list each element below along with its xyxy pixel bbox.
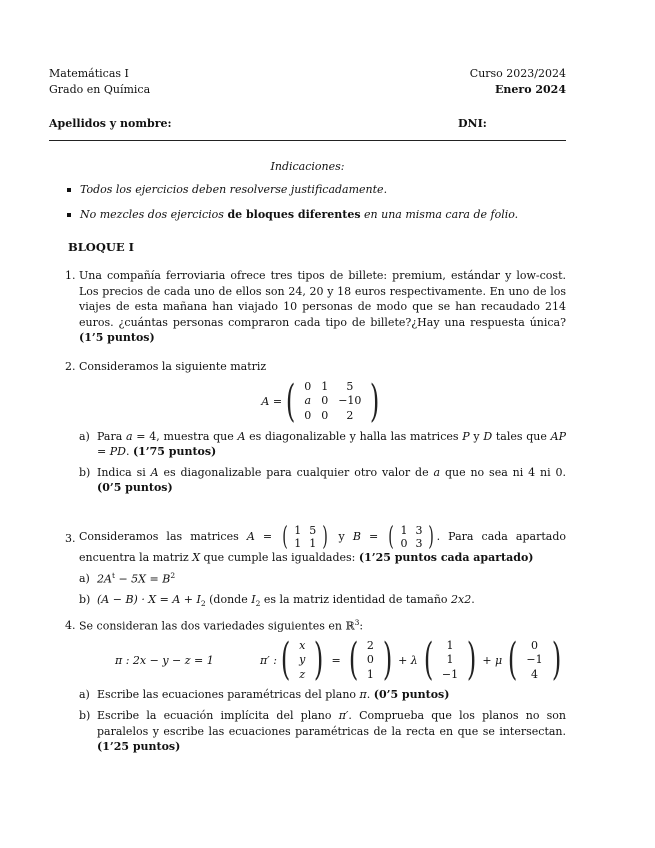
matrix-row bbox=[362, 653, 379, 667]
matrix-cell: 1 bbox=[321, 380, 329, 394]
matrix-cell: 3 bbox=[415, 537, 423, 551]
matrix-row bbox=[437, 653, 463, 667]
exercise-number: 3. bbox=[65, 532, 76, 546]
exercise-4 bbox=[65, 618, 566, 755]
indicacion-2-post: en una misma cara de folio. bbox=[360, 208, 519, 222]
matrix-A-table bbox=[290, 524, 320, 550]
matrix-cell: 1 bbox=[446, 638, 454, 652]
matrix-cell: 0 bbox=[530, 638, 538, 652]
text: . bbox=[366, 688, 374, 702]
name-label: Apellidos y nombre: bbox=[49, 117, 172, 131]
subpart-label: a) bbox=[79, 429, 90, 443]
matrix-cell: 1 bbox=[309, 537, 317, 551]
equals-sign: = bbox=[331, 653, 341, 667]
matrix-cell: 0 bbox=[321, 394, 329, 408]
plus-mu: + μ bbox=[482, 653, 503, 667]
matrix-cell: 0 bbox=[366, 653, 374, 667]
vector-point bbox=[345, 634, 396, 686]
matrix-cell: −10 bbox=[338, 394, 362, 408]
matrix-A-display bbox=[79, 375, 566, 427]
math: a bbox=[126, 429, 133, 443]
math: A bbox=[150, 465, 159, 479]
matrix-cell: 5 bbox=[346, 380, 354, 394]
matrix-row bbox=[299, 394, 366, 408]
header bbox=[49, 66, 566, 97]
dni-label: DNI: bbox=[458, 117, 487, 131]
exercise-1-text: Una compañía ferroviaria ofrece tres tipos de billete: premium, estándar y low-cost. Los precios de cada uno de ellos son 24, 20 y 18 euros respectivamente. En uno de los viajes de esta mañana han viajado 10 personas de modo que se han recaudado 214 euros. ¿cuántas personas compraron cada tipo de billete?¿Hay una respuesta única? bbox=[79, 268, 566, 329]
matrix-cell: 1 bbox=[366, 667, 374, 681]
math: π′ bbox=[338, 709, 349, 723]
matrix-A-inline bbox=[280, 522, 330, 553]
text: es la matriz identidad de tamaño bbox=[260, 593, 452, 607]
matrix-row bbox=[362, 668, 379, 682]
matrix-row bbox=[437, 668, 463, 682]
exercise-4a bbox=[79, 687, 566, 703]
vector-u bbox=[420, 634, 481, 686]
matrix-B-table bbox=[396, 524, 426, 550]
matrix-row bbox=[521, 639, 547, 653]
vector-point-table bbox=[362, 639, 379, 682]
matrix-B-label: B = bbox=[352, 530, 379, 544]
left-paren: ( bbox=[348, 634, 359, 686]
indicacion-1-text: Todos los ejercicios deben resolverse justificadamente. bbox=[80, 183, 388, 197]
matrix-cell: 1 bbox=[294, 524, 302, 538]
text: . Para cada apartado encuentra la matriz bbox=[79, 530, 566, 565]
exercise-4-text: Se consideran las dos variedades siguientes en ℝ bbox=[79, 619, 355, 633]
text: : bbox=[359, 619, 364, 633]
exercise-1 bbox=[65, 268, 566, 346]
exercise-1-points: (1’5 puntos) bbox=[79, 331, 155, 345]
text: (donde bbox=[205, 593, 252, 607]
matrix-row bbox=[290, 537, 320, 550]
matrix-row bbox=[299, 409, 366, 423]
matrix-row bbox=[437, 639, 463, 653]
matrix-cell: 1 bbox=[446, 653, 454, 667]
vector-xyz-table bbox=[294, 639, 310, 682]
math: AP = PD bbox=[97, 429, 566, 459]
math: A bbox=[237, 429, 246, 443]
exercise-4b-points: (1’25 puntos) bbox=[97, 740, 181, 754]
matrix-cell: y bbox=[299, 653, 306, 667]
text: es diagonalizable para cualquier otro valor de bbox=[158, 465, 434, 479]
math-sub: 2 bbox=[200, 599, 206, 609]
math-sup: 3 bbox=[354, 618, 360, 628]
exercise-2 bbox=[65, 359, 566, 496]
left-paren: ( bbox=[388, 522, 395, 553]
matrix-row bbox=[299, 380, 366, 394]
matrix-row bbox=[294, 653, 310, 667]
right-paren: ) bbox=[428, 522, 435, 553]
text: . bbox=[125, 445, 133, 459]
text: y bbox=[469, 429, 484, 443]
math: X bbox=[192, 551, 201, 565]
course-title: Matemáticas I bbox=[49, 67, 129, 80]
right-paren: ) bbox=[314, 634, 324, 686]
subpart-label: a) bbox=[79, 572, 90, 586]
indicacion-1 bbox=[67, 182, 566, 198]
left-paren: ( bbox=[285, 375, 296, 427]
vector-xyz bbox=[277, 634, 328, 686]
exercise-3b bbox=[79, 592, 566, 610]
right-paren: ) bbox=[322, 522, 329, 553]
matrix-cell: 0 bbox=[400, 537, 408, 551]
indicacion-2-bold: de bloques diferentes bbox=[227, 208, 361, 222]
text: . bbox=[471, 593, 475, 607]
math: − 5X = B bbox=[114, 572, 171, 586]
vector-v-table bbox=[521, 639, 547, 682]
subpart-label: b) bbox=[79, 593, 91, 607]
left-paren: ( bbox=[282, 522, 289, 553]
exercise-number: 4. bbox=[65, 619, 76, 633]
exercise-2b-points: (0’5 puntos) bbox=[97, 481, 173, 495]
matrix-cell: 0 bbox=[321, 408, 329, 422]
plus-lambda: + λ bbox=[398, 653, 418, 667]
indicacion-2 bbox=[67, 207, 566, 223]
matrix-cell: z bbox=[299, 667, 306, 681]
math: 2A bbox=[97, 572, 112, 586]
left-paren: ( bbox=[423, 634, 434, 686]
matrix-row bbox=[294, 639, 310, 653]
text: tales que bbox=[492, 429, 551, 443]
matrix-cell: 2 bbox=[366, 638, 374, 652]
matrix-cell: 0 bbox=[304, 408, 312, 422]
matrix-A-label: A = bbox=[246, 530, 273, 544]
plane-pi-prime-label: π′ : bbox=[260, 653, 277, 667]
left-paren: ( bbox=[508, 634, 518, 686]
text: es diagonalizable y halla las matrices bbox=[245, 429, 463, 443]
text: . Comprueba que los planos no son paralelos y escribe las ecuaciones paramétricas de la recta en que se intersectan. bbox=[97, 709, 566, 738]
exercise-2-text: Consideramos la siguiente matriz bbox=[79, 360, 267, 374]
matrix-cell: 0 bbox=[304, 380, 312, 394]
matrix-cell: 2 bbox=[346, 408, 354, 422]
math: π bbox=[359, 688, 367, 702]
right-paren: ) bbox=[370, 375, 380, 427]
exercise-3-points: (1’25 puntos cada apartado) bbox=[358, 551, 534, 565]
exercise-4a-points: (0’5 puntos) bbox=[373, 688, 450, 702]
exercise-number: 2. bbox=[65, 360, 76, 374]
right-paren: ) bbox=[382, 634, 393, 686]
math-sup: t bbox=[111, 571, 115, 581]
matrix-cell: 1 bbox=[294, 537, 302, 551]
math: a bbox=[433, 465, 441, 479]
matrix-cell: a bbox=[304, 394, 311, 408]
exercise-3 bbox=[65, 524, 566, 610]
matrix-A-label: A = bbox=[261, 394, 283, 408]
subpart-label: b) bbox=[79, 465, 91, 479]
text: Para bbox=[97, 429, 127, 443]
text: que cumple las igualdades: bbox=[200, 551, 359, 565]
exercise-4b bbox=[79, 708, 566, 755]
exercise-number: 1. bbox=[65, 268, 76, 282]
text: Indica si bbox=[97, 465, 151, 479]
math: P bbox=[462, 429, 470, 443]
matrix-cell: 4 bbox=[530, 667, 538, 681]
right-paren: ) bbox=[551, 634, 561, 686]
matrix-row bbox=[290, 524, 320, 537]
vector-u-table bbox=[437, 639, 463, 682]
math: I bbox=[251, 593, 256, 607]
matrix-cell: x bbox=[299, 638, 306, 652]
header-left bbox=[49, 66, 150, 97]
header-divider bbox=[49, 140, 566, 141]
matrix-row bbox=[521, 653, 547, 667]
matrix-cell: 1 bbox=[400, 524, 408, 538]
text: y bbox=[330, 530, 353, 544]
text: Escribe las ecuaciones paramétricas del plano bbox=[97, 688, 360, 702]
matrix-cell: 5 bbox=[309, 524, 317, 538]
matrix-cell: 3 bbox=[415, 524, 423, 538]
text: que no sea ni 4 ni 0. bbox=[440, 465, 566, 479]
text: Escribe la ecuación implícita del plano bbox=[97, 709, 339, 723]
indicaciones-title: Indicaciones: bbox=[270, 159, 345, 173]
matrix-A bbox=[282, 375, 384, 427]
planes-display bbox=[79, 634, 566, 686]
subpart-label: b) bbox=[79, 709, 91, 723]
text: = 4, muestra que bbox=[132, 429, 238, 443]
degree-name: Grado en Química bbox=[49, 82, 151, 96]
subpart-label: a) bbox=[79, 688, 90, 702]
matrix-row bbox=[396, 524, 426, 537]
matrix-B-inline bbox=[386, 522, 436, 553]
student-row bbox=[49, 116, 566, 132]
matrix-A-table bbox=[299, 380, 366, 423]
academic-year: Curso 2023/2024 bbox=[469, 67, 566, 80]
matrix-cell: −1 bbox=[526, 653, 543, 667]
exercise-2b bbox=[79, 465, 566, 496]
math-sup: 2 bbox=[170, 571, 176, 581]
header-right bbox=[470, 66, 566, 97]
text: Consideramos las matrices bbox=[79, 530, 247, 544]
indicacion-2-pre: No mezcles dos ejercicios bbox=[80, 208, 228, 222]
math: D bbox=[483, 429, 493, 443]
math: (A − B) · X = A + I bbox=[97, 593, 201, 607]
matrix-row bbox=[362, 639, 379, 653]
math: 2x2 bbox=[451, 593, 472, 607]
exam-session: Enero 2024 bbox=[495, 82, 566, 96]
matrix-row bbox=[294, 668, 310, 682]
exercise-2a-points: (1’75 puntos) bbox=[132, 445, 217, 459]
math-sub: 2 bbox=[255, 599, 261, 609]
exam-page bbox=[49, 66, 566, 755]
matrix-row bbox=[521, 668, 547, 682]
right-paren: ) bbox=[467, 634, 477, 686]
vector-v bbox=[504, 634, 565, 686]
indicaciones-list bbox=[67, 182, 566, 222]
plane-pi: π : 2x − y − z = 1 bbox=[115, 653, 214, 667]
matrix-row bbox=[396, 537, 426, 550]
bloque-heading: BLOQUE I bbox=[68, 239, 135, 254]
exercise-2a bbox=[79, 429, 566, 460]
left-paren: ( bbox=[280, 634, 291, 686]
exercise-3a bbox=[79, 571, 566, 587]
matrix-cell: −1 bbox=[441, 667, 459, 681]
